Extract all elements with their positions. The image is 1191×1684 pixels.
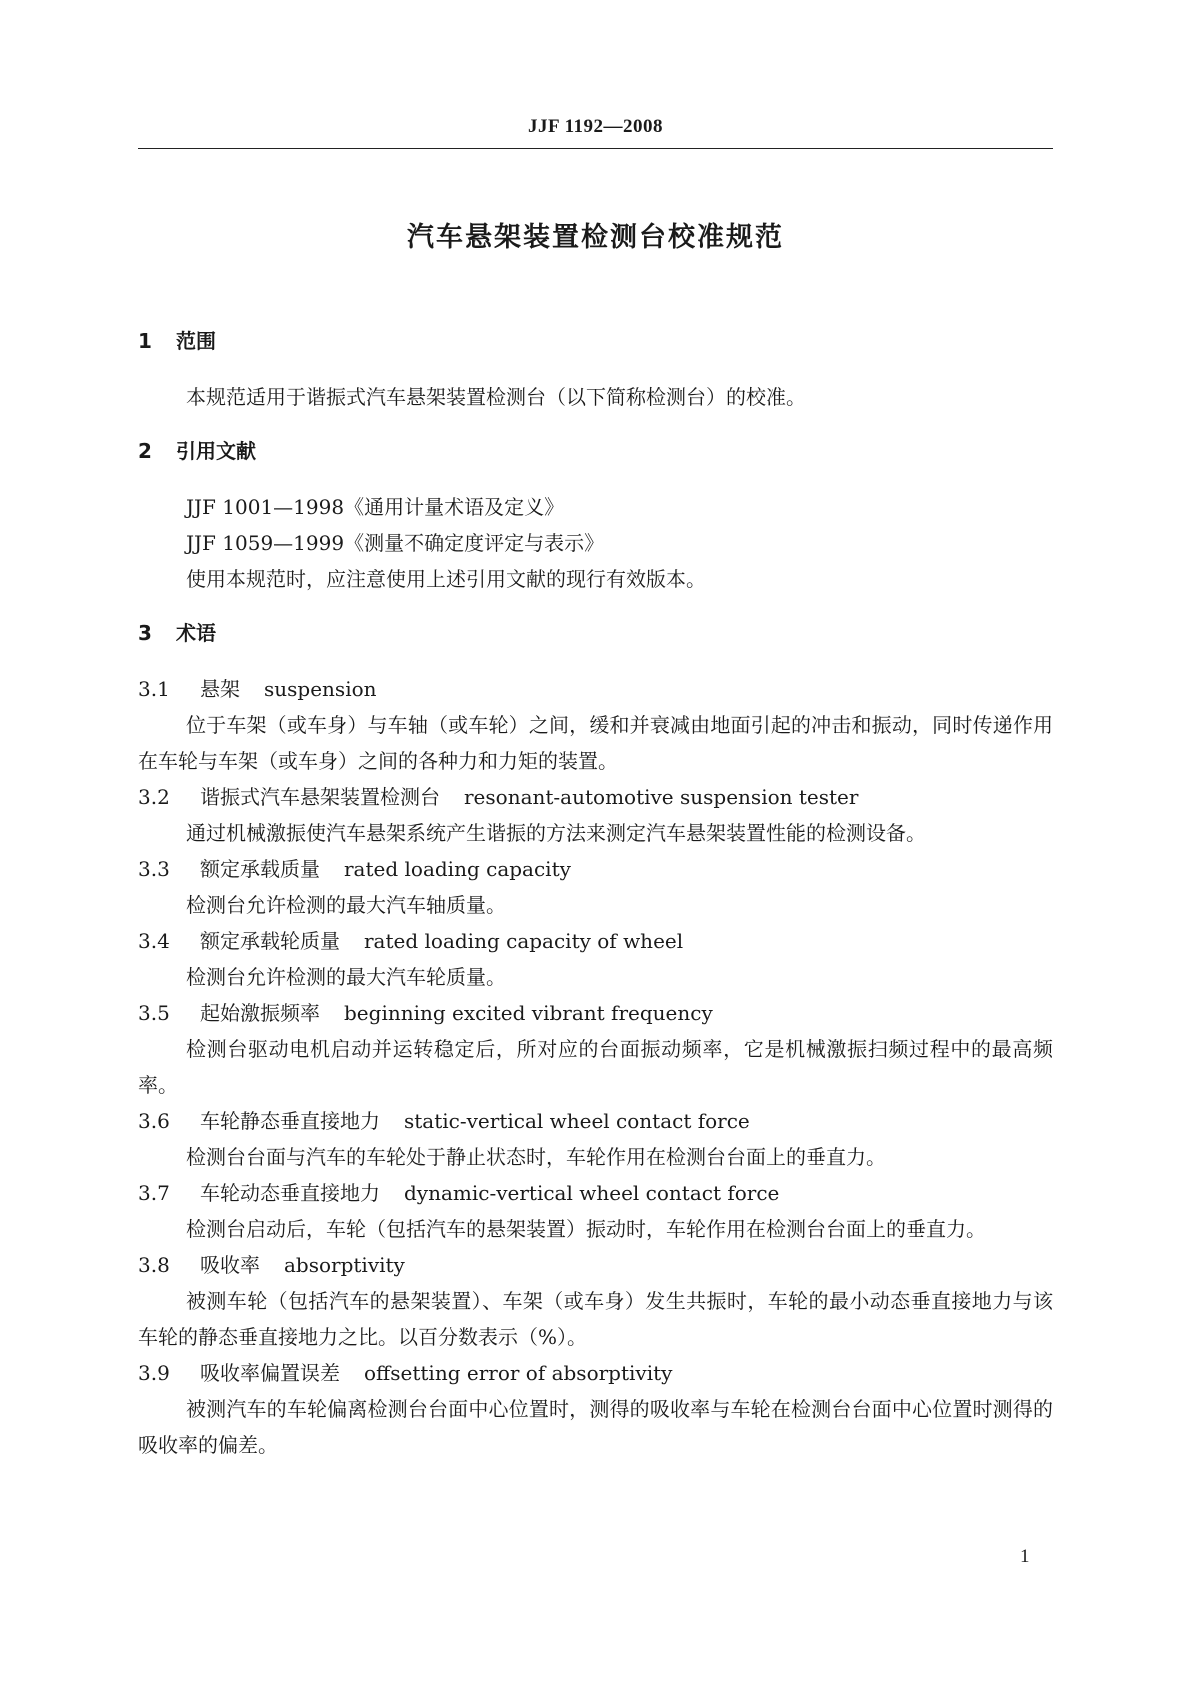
reference-item: JJF 1059—1999《测量不确定度评定与表示》 — [186, 531, 605, 555]
term-entry — [138, 1175, 1053, 1247]
term-heading — [138, 923, 1053, 959]
term-entry — [138, 671, 1053, 779]
term-definition: 检测台允许检测的最大汽车轮质量。 — [186, 965, 506, 989]
section-title: 引用文献 — [176, 439, 256, 463]
term-number: 3.9 — [138, 1361, 170, 1385]
section-number: 1 — [138, 329, 152, 353]
term-chinese: 谐振式汽车悬架装置检测台 — [200, 785, 440, 809]
term-english: absorptivity — [284, 1253, 405, 1277]
term-entry — [138, 1355, 1053, 1463]
term-chinese: 悬架 — [200, 677, 240, 701]
term-definition: 检测台驱动电机启动并运转稳定后，所对应的台面振动频率，它是机械激振扫频过程中的最高频率。 — [138, 1037, 1053, 1097]
scope-paragraph: 本规范适用于谐振式汽车悬架装置检测台（以下简称检测台）的校准。 — [186, 385, 806, 409]
term-entry — [138, 1247, 1053, 1355]
section-title: 术语 — [176, 621, 216, 645]
term-chinese: 车轮静态垂直接地力 — [200, 1109, 380, 1133]
term-english: rated loading capacity of wheel — [364, 929, 684, 953]
term-heading — [138, 1355, 1053, 1391]
term-english: resonant-automotive suspension tester — [464, 785, 859, 809]
term-heading — [138, 851, 1053, 887]
page-number: 1 — [1020, 1546, 1030, 1567]
document-title: 汽车悬架装置检测台校准规范 — [407, 222, 784, 253]
term-heading — [138, 1103, 1053, 1139]
section-title: 范围 — [176, 329, 216, 353]
term-definition: 检测台启动后，车轮（包括汽车的悬架装置）振动时，车轮作用在检测台台面上的垂直力。 — [186, 1217, 986, 1241]
term-number: 3.7 — [138, 1181, 170, 1205]
section-heading — [138, 433, 1053, 469]
term-entry — [138, 995, 1053, 1103]
section-number: 3 — [138, 621, 152, 645]
term-english: offsetting error of absorptivity — [364, 1361, 673, 1385]
term-definition: 检测台允许检测的最大汽车轴质量。 — [186, 893, 506, 917]
term-chinese: 额定承载质量 — [200, 857, 320, 881]
term-heading — [138, 1175, 1053, 1211]
term-number: 3.4 — [138, 929, 170, 953]
term-definition: 位于车架（或车身）与车轴（或车轮）之间，缓和并衰减由地面引起的冲击和振动，同时传递作用在车轮与车架（或车身）之间的各种力和力矩的装置。 — [138, 713, 1053, 773]
term-entry — [138, 923, 1053, 995]
term-number: 3.6 — [138, 1109, 170, 1133]
term-english: static-vertical wheel contact force — [404, 1109, 750, 1133]
term-heading — [138, 995, 1053, 1031]
term-entry — [138, 1103, 1053, 1175]
term-heading — [138, 1247, 1053, 1283]
term-definition: 被测汽车的车轮偏离检测台台面中心位置时，测得的吸收率与车轮在检测台台面中心位置时测得的吸收率的偏差。 — [138, 1397, 1053, 1457]
term-chinese: 吸收率偏置误差 — [200, 1361, 340, 1385]
term-definition: 检测台台面与汽车的车轮处于静止状态时，车轮作用在检测台台面上的垂直力。 — [186, 1145, 886, 1169]
term-entry — [138, 779, 1053, 851]
reference-note: 使用本规范时，应注意使用上述引用文献的现行有效版本。 — [186, 567, 706, 591]
term-heading — [138, 779, 1053, 815]
term-definition: 被测车轮（包括汽车的悬架装置）、车架（或车身）发生共振时，车轮的最小动态垂直接地力与该车轮的静态垂直接地力之比。以百分数表示（%）。 — [138, 1289, 1053, 1349]
section-heading — [138, 615, 1053, 651]
term-english: suspension — [264, 677, 377, 701]
term-english: dynamic-vertical wheel contact force — [404, 1181, 780, 1205]
document-body — [138, 323, 1053, 1463]
term-number: 3.8 — [138, 1253, 170, 1277]
document-code: JJF 1192—2008 — [527, 116, 664, 137]
term-number: 3.3 — [138, 857, 170, 881]
terms-list — [138, 671, 1053, 1463]
reference-item: JJF 1001—1998《通用计量术语及定义》 — [186, 495, 565, 519]
term-number: 3.1 — [138, 677, 170, 701]
term-number: 3.5 — [138, 1001, 170, 1025]
term-chinese: 车轮动态垂直接地力 — [200, 1181, 380, 1205]
header-rule — [138, 148, 1053, 149]
term-definition: 通过机械激振使汽车悬架系统产生谐振的方法来测定汽车悬架装置性能的检测设备。 — [186, 821, 926, 845]
term-chinese: 额定承载轮质量 — [200, 929, 340, 953]
term-chinese: 吸收率 — [200, 1253, 260, 1277]
section-number: 2 — [138, 439, 152, 463]
term-number: 3.2 — [138, 785, 170, 809]
term-english: beginning excited vibrant frequency — [344, 1001, 713, 1025]
term-entry — [138, 851, 1053, 923]
term-english: rated loading capacity — [344, 857, 571, 881]
section-heading — [138, 323, 1053, 359]
term-heading — [138, 671, 1053, 707]
term-chinese: 起始激振频率 — [200, 1001, 320, 1025]
